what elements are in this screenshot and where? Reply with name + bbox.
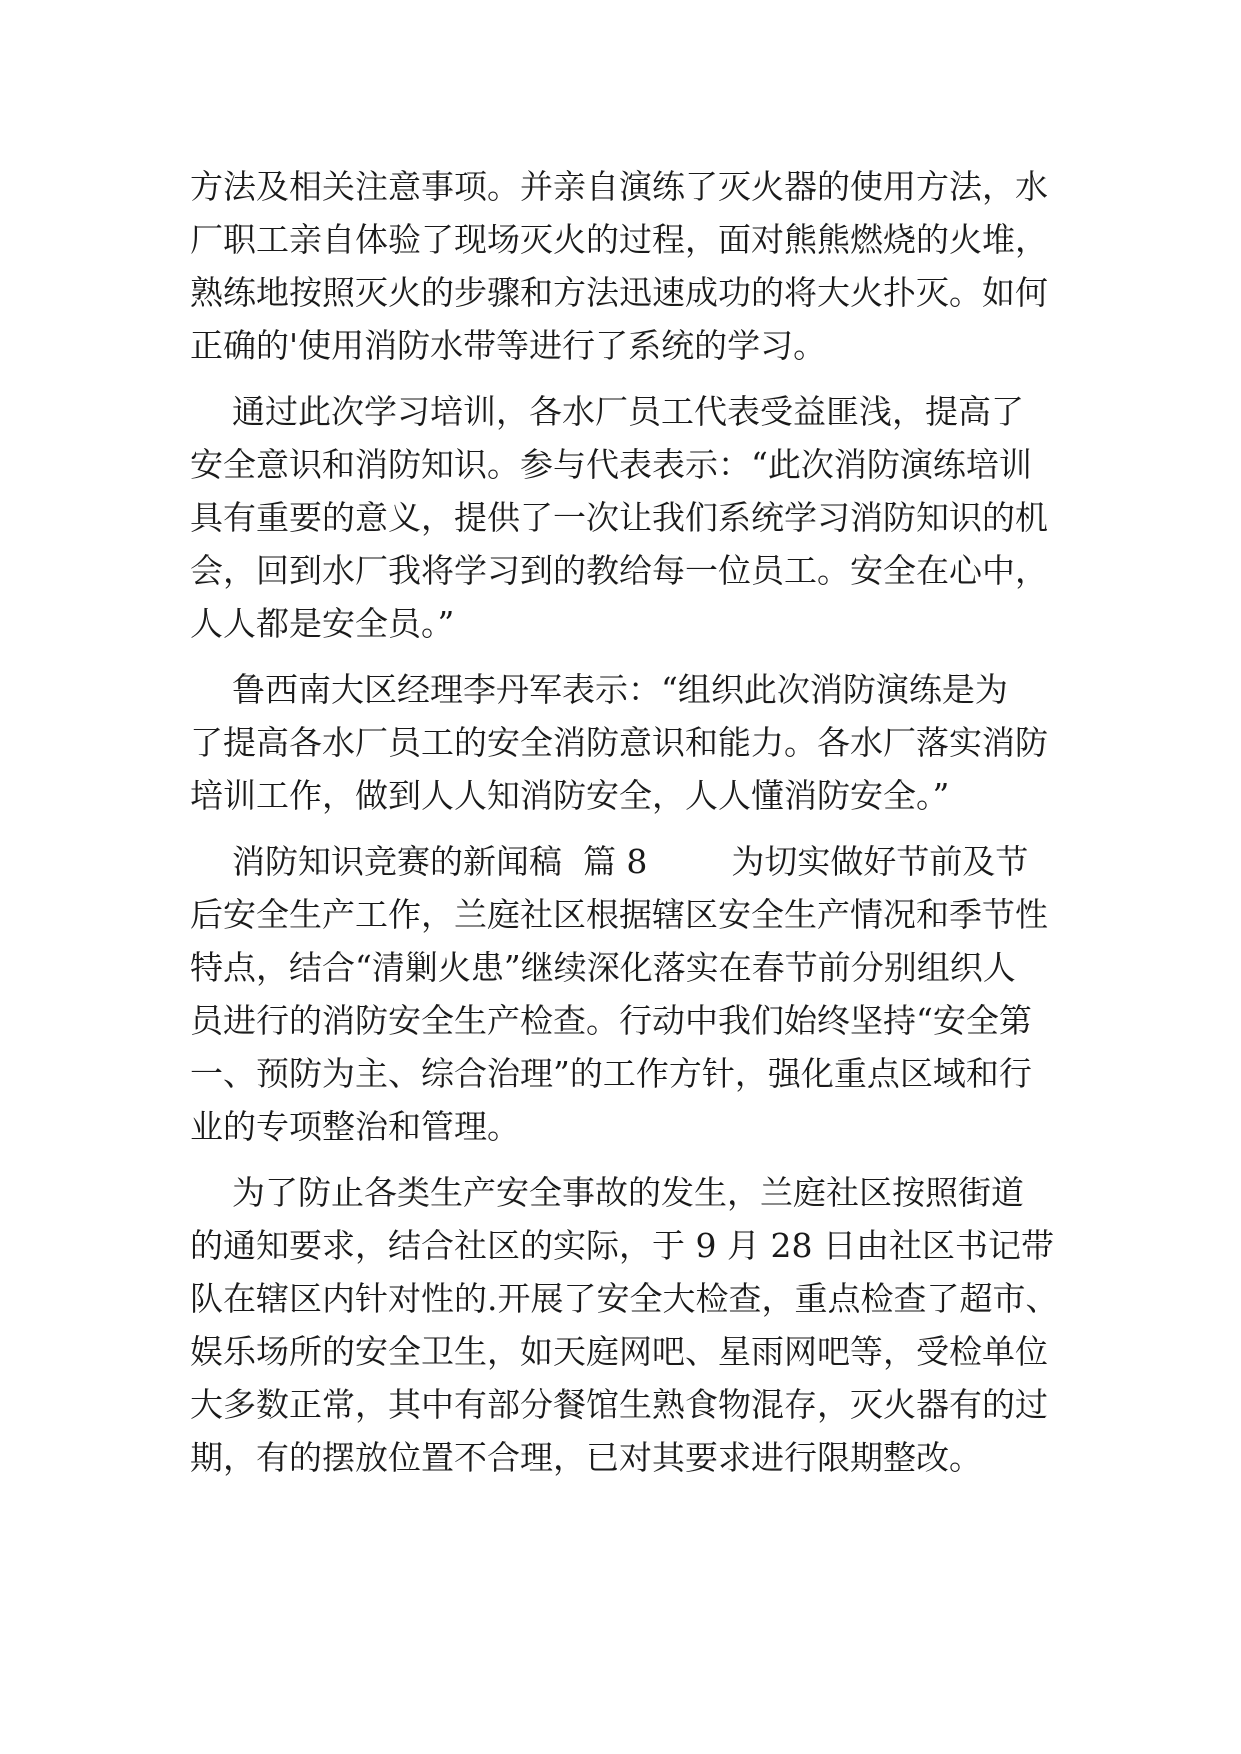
text-line: 队在辖区内针对性的.开展了安全大检查，重点检查了超市、: [190, 1279, 1059, 1318]
text-line: 员进行的消防安全生产检查。行动中我们始终坚持“安全第: [190, 1001, 1032, 1040]
text-line: 一、预防为主、综合治理”的工作方针，强化重点区域和行: [190, 1054, 1032, 1093]
text-line: 业的专项整治和管理。: [190, 1107, 520, 1146]
text-line: 的通知要求，结合社区的实际，于 9 月 28 日由社区书记带: [190, 1226, 1054, 1265]
text-line: 会，回到水厂我将学习到的教给每一位员工。安全在心中，: [190, 551, 1048, 590]
paragraph: [190, 385, 1070, 650]
paragraph-gap: [190, 650, 1070, 663]
text-line: 厂职工亲自体验了现场灭火的过程，面对熊熊燃烧的火堆，: [190, 220, 1048, 259]
paragraph-gap: [190, 1153, 1070, 1166]
text-line: 通过此次学习培训，各水厂员工代表受益匪浅，提高了: [190, 392, 1024, 431]
text-line: 安全意识和消防知识。参与代表表示：“此次消防演练培训: [190, 445, 1032, 484]
text-line: 正确的'使用消防水带等进行了系统的学习。: [190, 326, 827, 365]
text-line: 为了防止各类生产安全事故的发生，兰庭社区按照街道: [190, 1173, 1024, 1212]
text-line: 大多数正常，其中有部分餐馆生熟食物混存，灭火器有的过: [190, 1385, 1048, 1424]
text-line: 消防知识竞赛的新闻稿 篇 8 为切实做好节前及节: [190, 842, 1029, 881]
document-body: [190, 160, 1070, 1484]
text-line: 培训工作，做到人人知消防安全，人人懂消防安全。”: [190, 776, 950, 815]
text-line: 后安全生产工作，兰庭社区根据辖区安全生产情况和季节性: [190, 895, 1048, 934]
text-line: 具有重要的意义，提供了一次让我们系统学习消防知识的机: [190, 498, 1048, 537]
paragraph: [190, 160, 1070, 372]
text-line: 鲁西南大区经理李丹军表示：“组织此次消防演练是为: [190, 670, 1008, 709]
text-line: 了提高各水厂员工的安全消防意识和能力。各水厂落实消防: [190, 723, 1048, 762]
text-line: 娱乐场所的安全卫生，如天庭网吧、星雨网吧等，受检单位: [190, 1332, 1048, 1371]
paragraph: [190, 1166, 1070, 1484]
text-line: 特点，结合“清剿火患”继续深化落实在春节前分别组织人: [190, 948, 1016, 987]
paragraph-gap: [190, 822, 1070, 835]
paragraph-gap: [190, 372, 1070, 385]
paragraph: [190, 663, 1070, 822]
text-line: 人人都是安全员。”: [190, 604, 455, 643]
text-line: 方法及相关注意事项。并亲自演练了灭火器的使用方法，水: [190, 167, 1048, 206]
paragraph: [190, 835, 1070, 1153]
text-line: 期，有的摆放位置不合理，已对其要求进行限期整改。: [190, 1438, 982, 1477]
text-line: 熟练地按照灭火的步骤和方法迅速成功的将大火扑灭。如何: [190, 273, 1048, 312]
